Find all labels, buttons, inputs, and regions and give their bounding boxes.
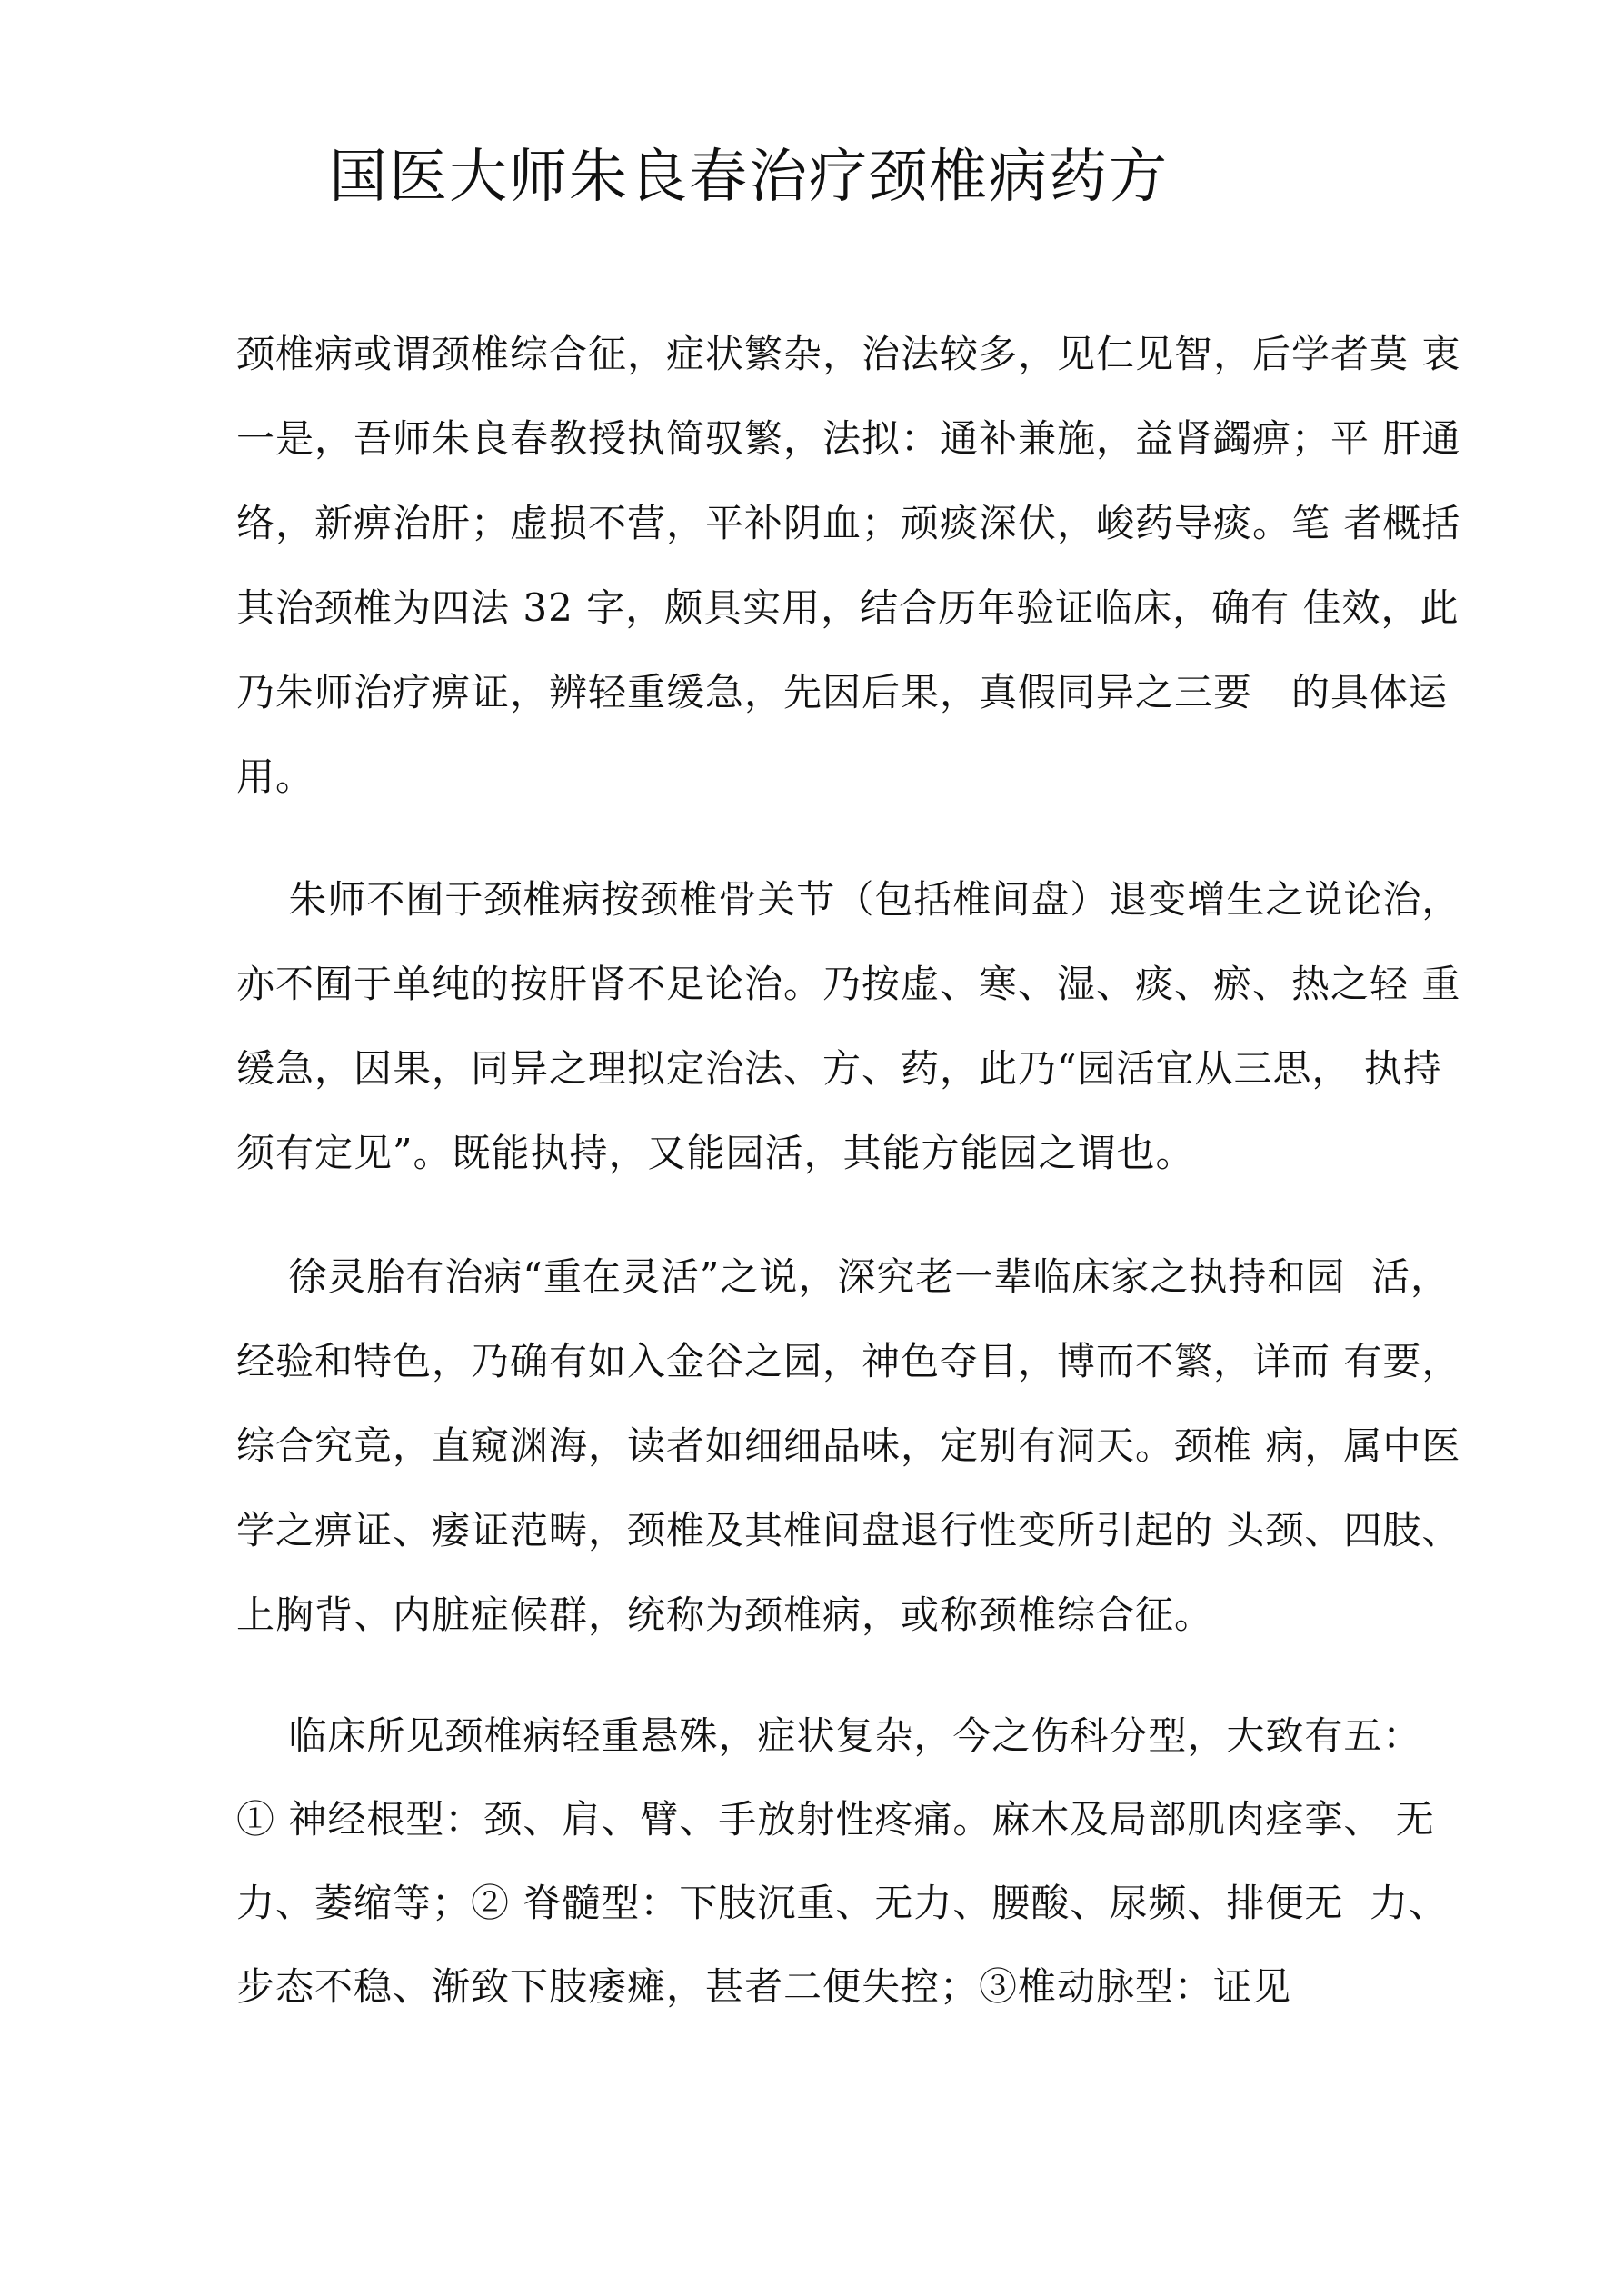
paragraph-line: 徐灵胎有治病“重在灵活”之说，深究老一辈临床家之执持和园 活， [236, 1254, 1450, 1299]
paragraph-line: 上胸背、内脏症候群，统称为颈椎病，或称颈椎综合征。 [236, 1592, 1214, 1637]
paragraph-line: 颈椎病或谓颈椎综合征，症状繁杂，治法较多，见仁见智，后学者莫 衷 [236, 332, 1461, 376]
paragraph-line: 学之痹证、痿证范畴，颈椎及其椎间盘退行性变所引起的 头颈、四肢、 [236, 1508, 1461, 1552]
paragraph-line: 一是，吾师朱良春教授执简驭繁，法拟：通补兼施，益肾蠲痹；平 肝通 [236, 416, 1461, 461]
paragraph-line: 综合究竟，直窥渊海，读者如细细品味，定别有洞天。颈椎 病，属中医 [236, 1423, 1461, 1468]
paragraph-line: 乃朱师治疗痹证，辨轻重缓急，先因后果，真假同异之三要 的具体运 [236, 670, 1449, 714]
paragraph-line: 力、萎缩等；② 脊髓型：下肢沉重、无力、腰酸、尿频、排便无 力、 [236, 1881, 1449, 1925]
document-title: 国医大师朱良春治疗颈椎病药方 [329, 144, 1169, 211]
paragraph-line: 其治颈椎为四法 32 字，颇具实用，结合历年验证临床，确有 佳效，此 [236, 585, 1460, 630]
paragraph-line: 用。 [236, 754, 315, 799]
paragraph-line: 须有定见”。既能执持，又能园活，其能方能园之谓也。 [236, 1131, 1195, 1175]
paragraph-line: 经验和特色，乃确有如入金谷之园，神色夺目，博而不繁，详而 有要， [236, 1339, 1461, 1383]
paragraph-line: 步态不稳、渐致下肢痿瘫，甚者二便失控；③椎动脉型：证见 [236, 1964, 1292, 2009]
paragraph-line: 朱师不囿于颈椎病按颈椎骨关节（包括椎间盘）退变增生之说论治， [236, 877, 1461, 922]
paragraph-line: 临床所见颈椎病轻重悬殊，症状复杂，今之伤科分型，大致有五： [236, 1713, 1422, 1758]
paragraph-line: 亦不囿于单纯的按肝肾不足论治。乃按虚、寒、湿、痰、瘀、热之轻 重 [236, 962, 1461, 1006]
paragraph-line: 络，新痹治肝；虚损不营，平补阴血；顽痰深伏，峻药导痰。笔 者概括 [236, 501, 1461, 545]
paragraph-line: ① 神经根型：颈、肩、臂、手放射性疼痛。麻木及局部肌肉痉挛、 无 [236, 1797, 1435, 1842]
paragraph-line: 缓急，因果，同异之理拟定治法、方、药，此乃“园活宜从三思， 执持 [236, 1046, 1442, 1091]
